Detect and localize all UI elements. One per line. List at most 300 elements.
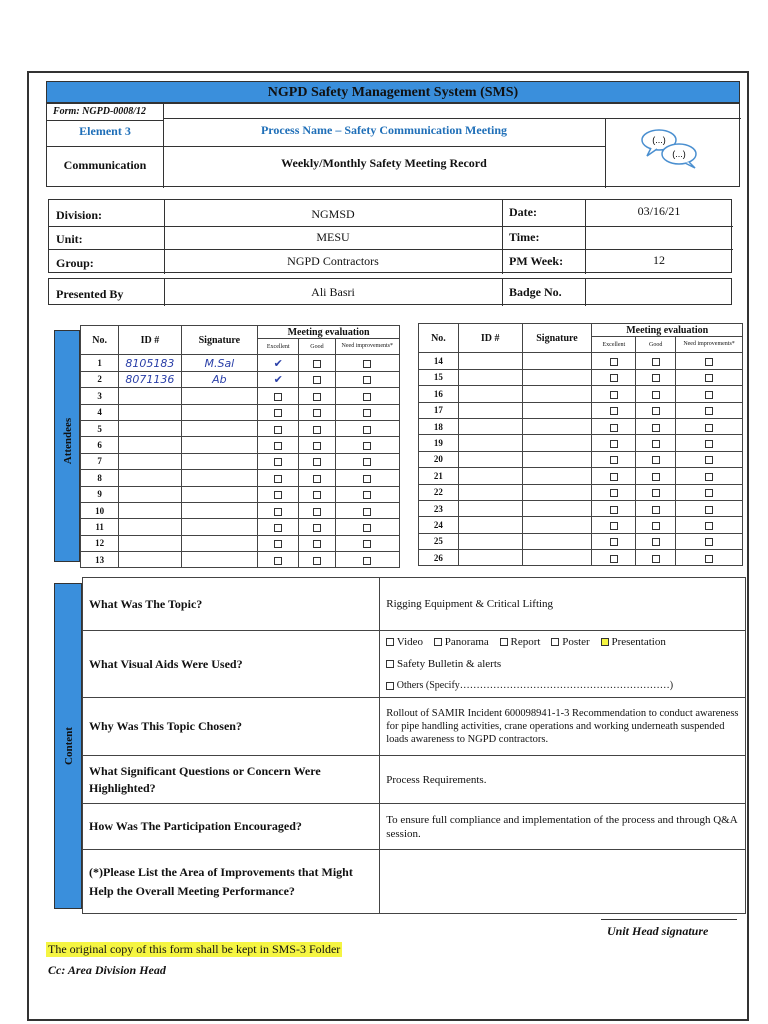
eval-excellent-cell[interactable] xyxy=(258,420,299,436)
eval-checkbox[interactable] xyxy=(274,426,282,434)
col-id-right: ID # xyxy=(458,324,522,353)
eval-checkbox[interactable] xyxy=(363,409,371,417)
eval-checkbox[interactable] xyxy=(313,540,321,548)
attendee-row xyxy=(81,355,400,371)
eval-excellent-cell[interactable] xyxy=(258,502,299,518)
checkbox-presentation[interactable] xyxy=(601,638,609,646)
eval-good-cell[interactable] xyxy=(299,404,335,420)
attendee-id[interactable] xyxy=(119,404,181,420)
retention-note: The original copy of this form shall be kept in SMS-3 Folder xyxy=(48,942,341,956)
checkbox-poster[interactable] xyxy=(551,638,559,646)
eval-checkbox[interactable] xyxy=(705,555,713,563)
eval-excellent-cell[interactable] xyxy=(258,388,299,404)
eval-checkbox[interactable] xyxy=(705,391,713,399)
col-need: Need improvements* xyxy=(335,339,399,355)
eval-checkbox[interactable] xyxy=(274,442,282,450)
eval-checkbox[interactable] xyxy=(652,538,660,546)
eval-need-cell[interactable] xyxy=(335,404,399,420)
eval-checkbox[interactable] xyxy=(610,424,618,432)
eval-checkbox[interactable] xyxy=(705,473,713,481)
eval-excellent-cell[interactable] xyxy=(258,371,299,387)
eval-checkbox[interactable] xyxy=(705,440,713,448)
attendee-id[interactable] xyxy=(458,402,522,418)
attendee-signature[interactable] xyxy=(522,386,592,402)
eval-checkbox[interactable] xyxy=(363,475,371,483)
eval-checkbox[interactable] xyxy=(652,456,660,464)
form-number: Form: NGPD-0008/12 xyxy=(53,106,147,117)
eval-excellent-cell[interactable] xyxy=(258,453,299,469)
col-excellent-right: Excellent xyxy=(592,337,636,353)
attendee-signature[interactable] xyxy=(181,437,257,453)
checkbox-others[interactable] xyxy=(386,682,394,690)
col-no-right: No. xyxy=(419,324,459,353)
attendee-number: 2 xyxy=(81,371,119,387)
eval-need-cell[interactable] xyxy=(676,402,743,418)
eval-need-cell[interactable] xyxy=(676,386,743,402)
eval-good-cell[interactable] xyxy=(636,402,676,418)
a-visual-aids xyxy=(380,631,746,698)
eval-good-cell[interactable] xyxy=(299,535,335,551)
eval-checkbox[interactable] xyxy=(313,524,321,532)
attendee-number: 11 xyxy=(81,519,119,535)
attendee-id[interactable] xyxy=(458,451,522,467)
eval-good-cell[interactable] xyxy=(636,533,676,549)
eval-good-cell[interactable] xyxy=(636,517,676,533)
eval-need-cell[interactable] xyxy=(335,486,399,502)
eval-need-cell[interactable] xyxy=(676,533,743,549)
attendee-signature[interactable] xyxy=(522,435,592,451)
eval-excellent-cell[interactable] xyxy=(258,355,299,371)
eval-excellent-cell[interactable] xyxy=(592,418,636,434)
attendee-id[interactable] xyxy=(458,369,522,385)
eval-checkbox[interactable] xyxy=(705,489,713,497)
eval-excellent-cell[interactable] xyxy=(592,451,636,467)
attendee-row xyxy=(419,386,743,402)
eval-checkbox[interactable] xyxy=(610,374,618,382)
attendee-row xyxy=(419,353,743,369)
presented-by-label: Presented By xyxy=(56,287,124,301)
checkbox-panorama[interactable] xyxy=(434,638,442,646)
eval-checkbox[interactable] xyxy=(274,524,282,532)
attendee-number: 26 xyxy=(419,550,459,566)
form-title: NGPD Safety Management System (SMS) xyxy=(46,81,740,103)
eval-need-cell[interactable] xyxy=(676,517,743,533)
eval-excellent-cell[interactable] xyxy=(592,484,636,500)
eval-checkbox[interactable] xyxy=(610,456,618,464)
eval-good-cell[interactable] xyxy=(636,451,676,467)
eval-checkbox[interactable] xyxy=(274,540,282,548)
attendee-signature[interactable] xyxy=(522,402,592,418)
attendee-id[interactable] xyxy=(119,437,181,453)
eval-checkbox[interactable] xyxy=(274,458,282,466)
division-label: Division: xyxy=(56,208,103,222)
eval-checkbox[interactable] xyxy=(363,491,371,499)
time-label: Time: xyxy=(509,230,540,244)
pm-week-value: 12 xyxy=(653,253,665,267)
eval-need-cell[interactable] xyxy=(335,371,399,387)
attendee-id[interactable] xyxy=(119,355,181,371)
attendee-id[interactable] xyxy=(119,502,181,518)
eval-excellent-cell[interactable] xyxy=(258,519,299,535)
eval-checkbox[interactable] xyxy=(610,489,618,497)
unit-head-signature-line xyxy=(601,919,737,920)
eval-checkbox[interactable] xyxy=(705,506,713,514)
a-participation: To ensure full compliance and implementation of the process and through Q&A session. xyxy=(380,804,746,850)
attendee-signature[interactable] xyxy=(181,486,257,502)
attendee-signature[interactable] xyxy=(522,451,592,467)
attendee-row xyxy=(419,468,743,484)
checkbox-report[interactable] xyxy=(500,638,508,646)
eval-need-cell[interactable] xyxy=(676,550,743,566)
eval-need-cell[interactable] xyxy=(335,388,399,404)
attendees-side-bar xyxy=(54,330,80,562)
attendee-number: 19 xyxy=(419,435,459,451)
eval-good-cell[interactable] xyxy=(299,470,335,486)
eval-good-cell[interactable] xyxy=(299,371,335,387)
eval-need-cell[interactable] xyxy=(676,353,743,369)
eval-checkbox[interactable] xyxy=(652,440,660,448)
eval-checkbox[interactable] xyxy=(313,393,321,401)
eval-good-cell[interactable] xyxy=(636,353,676,369)
check-mark-icon: ✔ xyxy=(273,356,283,370)
eval-good-cell[interactable] xyxy=(299,420,335,436)
eval-checkbox[interactable] xyxy=(274,491,282,499)
eval-need-cell[interactable] xyxy=(335,470,399,486)
attendees-table-left xyxy=(80,325,400,568)
eval-checkbox[interactable] xyxy=(363,360,371,368)
eval-good-cell[interactable] xyxy=(636,386,676,402)
eval-checkbox[interactable] xyxy=(705,456,713,464)
attendee-row xyxy=(81,535,400,551)
eval-excellent-cell[interactable] xyxy=(258,470,299,486)
chat-bubbles-icon xyxy=(637,126,707,170)
attendee-id[interactable] xyxy=(119,420,181,436)
attendee-id[interactable] xyxy=(119,371,181,387)
eval-checkbox[interactable] xyxy=(274,393,282,401)
eval-need-cell[interactable] xyxy=(335,453,399,469)
eval-checkbox[interactable] xyxy=(705,374,713,382)
eval-checkbox[interactable] xyxy=(652,391,660,399)
eval-excellent-cell[interactable] xyxy=(258,535,299,551)
attendee-signature[interactable] xyxy=(522,484,592,500)
eval-checkbox[interactable] xyxy=(363,442,371,450)
attendee-id[interactable] xyxy=(119,519,181,535)
aid-others: Others (Specify………………………………………………………) xyxy=(396,680,674,691)
eval-checkbox[interactable] xyxy=(705,407,713,415)
aid-panorama: Panorama xyxy=(444,636,489,648)
eval-checkbox[interactable] xyxy=(610,538,618,546)
eval-checkbox[interactable] xyxy=(313,376,321,384)
aid-bulletin: Safety Bulletin & alerts xyxy=(396,658,502,670)
eval-checkbox[interactable] xyxy=(652,424,660,432)
attendee-id[interactable] xyxy=(119,486,181,502)
division-value: NGMSD xyxy=(311,207,355,221)
attendee-signature[interactable] xyxy=(522,517,592,533)
date-value: 03/16/21 xyxy=(637,204,681,218)
eval-checkbox[interactable] xyxy=(652,506,660,514)
eval-checkbox[interactable] xyxy=(313,458,321,466)
attendee-signature[interactable] xyxy=(181,355,257,371)
attendee-row xyxy=(419,500,743,516)
attendee-id[interactable] xyxy=(119,470,181,486)
content-side-bar xyxy=(54,583,82,909)
a-significant: Process Requirements. xyxy=(380,756,746,804)
eval-good-cell[interactable] xyxy=(299,519,335,535)
eval-excellent-cell[interactable] xyxy=(258,486,299,502)
attendee-row xyxy=(419,435,743,451)
attendee-signature[interactable] xyxy=(181,453,257,469)
attendee-signature[interactable] xyxy=(181,535,257,551)
eval-good-cell[interactable] xyxy=(299,437,335,453)
attendee-signature-handwritten: M.Sal xyxy=(204,356,235,370)
attendee-id[interactable] xyxy=(458,435,522,451)
attendee-id[interactable] xyxy=(119,535,181,551)
eval-checkbox[interactable] xyxy=(363,508,371,516)
content-side-label: Content xyxy=(63,727,75,765)
eval-good-cell[interactable] xyxy=(299,502,335,518)
eval-excellent-cell[interactable] xyxy=(592,500,636,516)
presented-by-value: Ali Basri xyxy=(311,285,355,299)
q-participation: How Was The Participation Encouraged? xyxy=(83,804,380,850)
attendee-signature[interactable] xyxy=(181,371,257,387)
eval-excellent-cell[interactable] xyxy=(592,386,636,402)
eval-need-cell[interactable] xyxy=(335,437,399,453)
eval-good-cell[interactable] xyxy=(299,486,335,502)
col-need-right: Need improvements* xyxy=(676,337,743,353)
eval-need-cell[interactable] xyxy=(335,519,399,535)
eval-good-cell[interactable] xyxy=(636,500,676,516)
pm-week-label: PM Week: xyxy=(509,254,564,268)
eval-checkbox[interactable] xyxy=(313,508,321,516)
eval-checkbox[interactable] xyxy=(313,475,321,483)
eval-excellent-cell[interactable] xyxy=(592,533,636,549)
eval-good-cell[interactable] xyxy=(636,468,676,484)
q-improvements: (*)Please List the Area of Improvements that Might Help the Overall Meeting Performance? xyxy=(83,850,380,914)
eval-need-cell[interactable] xyxy=(335,420,399,436)
eval-checkbox[interactable] xyxy=(652,407,660,415)
eval-checkbox[interactable] xyxy=(610,440,618,448)
attendee-number: 21 xyxy=(419,468,459,484)
q-significant: What Significant Questions or Concern Were Highlighted? xyxy=(83,756,380,804)
eval-checkbox[interactable] xyxy=(363,458,371,466)
attendee-signature[interactable] xyxy=(522,533,592,549)
col-signature-right: Signature xyxy=(522,324,592,353)
attendee-signature[interactable] xyxy=(181,388,257,404)
eval-excellent-cell[interactable] xyxy=(592,369,636,385)
attendee-id[interactable] xyxy=(458,468,522,484)
eval-need-cell[interactable] xyxy=(676,418,743,434)
attendee-signature[interactable] xyxy=(181,470,257,486)
attendee-id[interactable] xyxy=(458,517,522,533)
attendee-id-handwritten: 8071136 xyxy=(125,372,175,386)
aid-report: Report xyxy=(510,636,541,648)
attendee-row xyxy=(419,402,743,418)
attendee-number: 24 xyxy=(419,517,459,533)
attendee-signature[interactable] xyxy=(522,550,592,566)
eval-checkbox[interactable] xyxy=(705,522,713,530)
eval-checkbox[interactable] xyxy=(652,555,660,563)
attendee-number: 3 xyxy=(81,388,119,404)
eval-checkbox[interactable] xyxy=(313,409,321,417)
eval-need-cell[interactable] xyxy=(335,535,399,551)
attendee-number: 4 xyxy=(81,404,119,420)
eval-checkbox[interactable] xyxy=(610,407,618,415)
eval-good-cell[interactable] xyxy=(636,369,676,385)
q-topic: What Was The Topic? xyxy=(83,578,380,631)
eval-need-cell[interactable] xyxy=(676,451,743,467)
attendee-id[interactable] xyxy=(458,353,522,369)
attendee-number: 8 xyxy=(81,470,119,486)
col-id: ID # xyxy=(119,326,181,355)
eval-checkbox[interactable] xyxy=(363,540,371,548)
checkbox-video[interactable] xyxy=(386,638,394,646)
badge-label: Badge No. xyxy=(509,285,562,299)
eval-need-cell[interactable] xyxy=(335,502,399,518)
form-page xyxy=(27,71,749,1021)
eval-good-cell[interactable] xyxy=(636,418,676,434)
attendee-signature[interactable] xyxy=(522,353,592,369)
eval-checkbox[interactable] xyxy=(274,557,282,565)
process-name: Process Name – Safety Communication Meeting xyxy=(260,123,508,137)
eval-good-cell[interactable] xyxy=(636,435,676,451)
eval-checkbox[interactable] xyxy=(652,374,660,382)
col-evaluation: Meeting evaluation xyxy=(258,326,400,339)
attendee-signature[interactable] xyxy=(522,418,592,434)
group-value: NGPD Contractors xyxy=(287,254,379,268)
eval-good-cell[interactable] xyxy=(299,552,335,568)
eval-excellent-cell[interactable] xyxy=(592,550,636,566)
attendee-signature[interactable] xyxy=(522,500,592,516)
attendee-signature[interactable] xyxy=(522,369,592,385)
attendees-table-right xyxy=(418,323,743,566)
attendee-id[interactable] xyxy=(458,386,522,402)
eval-excellent-cell[interactable] xyxy=(258,404,299,420)
eval-checkbox[interactable] xyxy=(652,473,660,481)
attendee-id[interactable] xyxy=(119,453,181,469)
attendee-number: 5 xyxy=(81,420,119,436)
eval-checkbox[interactable] xyxy=(363,524,371,532)
eval-checkbox[interactable] xyxy=(652,522,660,530)
attendee-row xyxy=(419,418,743,434)
eval-excellent-cell[interactable] xyxy=(592,517,636,533)
eval-checkbox[interactable] xyxy=(313,557,321,565)
eval-need-cell[interactable] xyxy=(335,355,399,371)
eval-need-cell[interactable] xyxy=(676,468,743,484)
attendee-signature[interactable] xyxy=(181,519,257,535)
eval-excellent-cell[interactable] xyxy=(592,468,636,484)
eval-excellent-cell[interactable] xyxy=(258,552,299,568)
eval-checkbox[interactable] xyxy=(705,358,713,366)
attendee-id[interactable] xyxy=(458,418,522,434)
attendee-row xyxy=(81,371,400,387)
attendee-signature[interactable] xyxy=(181,552,257,568)
col-good: Good xyxy=(299,339,335,355)
eval-checkbox[interactable] xyxy=(652,358,660,366)
eval-need-cell[interactable] xyxy=(676,369,743,385)
eval-checkbox[interactable] xyxy=(652,489,660,497)
eval-checkbox[interactable] xyxy=(313,442,321,450)
eval-good-cell[interactable] xyxy=(299,355,335,371)
attendee-number: 13 xyxy=(81,552,119,568)
eval-checkbox[interactable] xyxy=(705,424,713,432)
eval-checkbox[interactable] xyxy=(313,360,321,368)
col-excellent: Excellent xyxy=(258,339,299,355)
eval-need-cell[interactable] xyxy=(676,500,743,516)
attendee-row xyxy=(419,517,743,533)
eval-excellent-cell[interactable] xyxy=(258,437,299,453)
eval-good-cell[interactable] xyxy=(636,484,676,500)
record-title: Weekly/Monthly Safety Meeting Record xyxy=(281,156,487,170)
attendee-signature[interactable] xyxy=(181,420,257,436)
eval-checkbox[interactable] xyxy=(274,475,282,483)
attendee-row xyxy=(419,484,743,500)
eval-checkbox[interactable] xyxy=(313,426,321,434)
eval-checkbox[interactable] xyxy=(610,555,618,563)
attendee-signature-handwritten: Ab xyxy=(212,372,227,386)
bubble-a-text: (...) xyxy=(652,135,666,145)
attendee-row xyxy=(81,420,400,436)
eval-checkbox[interactable] xyxy=(363,393,371,401)
eval-checkbox[interactable] xyxy=(610,506,618,514)
attendee-number: 10 xyxy=(81,502,119,518)
attendee-signature[interactable] xyxy=(181,404,257,420)
aid-poster: Poster xyxy=(562,636,590,648)
attendee-id[interactable] xyxy=(458,484,522,500)
attendee-row xyxy=(81,437,400,453)
eval-checkbox[interactable] xyxy=(363,557,371,565)
eval-checkbox[interactable] xyxy=(274,409,282,417)
attendee-id[interactable] xyxy=(458,500,522,516)
attendee-id[interactable] xyxy=(119,388,181,404)
attendee-id-handwritten: 8105183 xyxy=(125,356,175,370)
attendee-id[interactable] xyxy=(119,552,181,568)
eval-checkbox[interactable] xyxy=(610,522,618,530)
attendee-row xyxy=(419,451,743,467)
eval-excellent-cell[interactable] xyxy=(592,353,636,369)
q-visual-aids: What Visual Aids Were Used? xyxy=(83,631,380,698)
aid-presentation: Presentation xyxy=(611,636,666,648)
attendee-id[interactable] xyxy=(458,533,522,549)
attendee-id[interactable] xyxy=(458,550,522,566)
eval-checkbox[interactable] xyxy=(313,491,321,499)
eval-good-cell[interactable] xyxy=(636,550,676,566)
date-label: Date: xyxy=(509,205,537,219)
eval-checkbox[interactable] xyxy=(274,508,282,516)
eval-checkbox[interactable] xyxy=(705,538,713,546)
eval-checkbox[interactable] xyxy=(610,473,618,481)
eval-excellent-cell[interactable] xyxy=(592,435,636,451)
unit-head-signature-label: Unit Head signature xyxy=(607,924,709,938)
eval-checkbox[interactable] xyxy=(610,391,618,399)
eval-good-cell[interactable] xyxy=(299,453,335,469)
aid-video: Video xyxy=(396,636,424,648)
attendee-signature[interactable] xyxy=(522,468,592,484)
col-evaluation-right: Meeting evaluation xyxy=(592,324,743,337)
eval-need-cell[interactable] xyxy=(676,484,743,500)
eval-need-cell[interactable] xyxy=(335,552,399,568)
eval-checkbox[interactable] xyxy=(610,358,618,366)
attendee-signature[interactable] xyxy=(181,502,257,518)
checkbox-bulletin[interactable] xyxy=(386,660,394,668)
attendee-number: 6 xyxy=(81,437,119,453)
eval-excellent-cell[interactable] xyxy=(592,402,636,418)
unit-value: MESU xyxy=(316,230,350,244)
eval-checkbox[interactable] xyxy=(363,376,371,384)
eval-good-cell[interactable] xyxy=(299,388,335,404)
eval-need-cell[interactable] xyxy=(676,435,743,451)
eval-checkbox[interactable] xyxy=(363,426,371,434)
attendee-number: 9 xyxy=(81,486,119,502)
